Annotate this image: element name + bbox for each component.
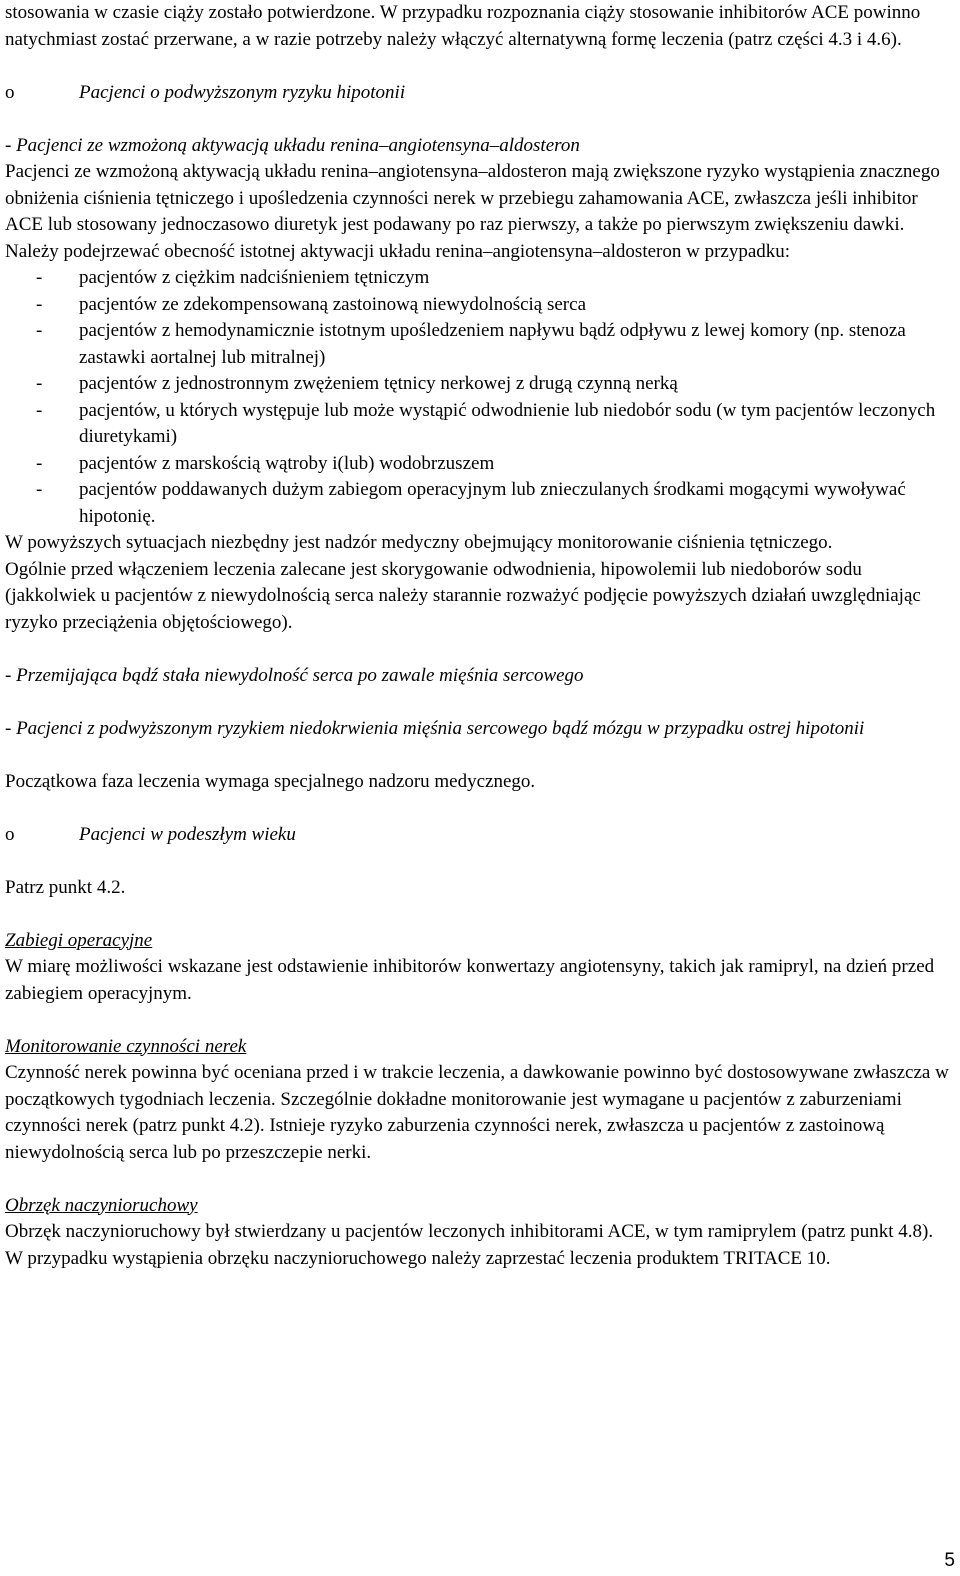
section-heading-elderly [5,822,955,849]
paragraph-initial-phase: Początkowa faza leczenia wymaga specjalnego nadzoru medycznego. [5,770,536,792]
risk-list [5,265,955,530]
list-dash: - [36,373,43,394]
list-item [5,265,955,292]
subheading-heart-failure: - Przemijająca bądź stała niewydolność serca po zawale mięśnia sercowego [5,664,584,686]
section-heading-hipotonia [5,80,955,107]
list-dash: - [36,479,43,500]
list-dash: - [36,399,43,421]
section-heading-angioedema: Obrzęk naczynioruchowy [5,1194,198,1216]
list-dash: - [36,293,43,315]
paragraph-angioedema: Obrzęk naczynioruchowy był stwierdzany u pacjentów leczonych inhibitorami ACE, w tym ramiprylem (patrz punkt 4.8). W przypadku wystąpienia obrzęku naczynioruchowego należy zaprzestać leczenia produktem TRITACE 10. [5,1221,934,1269]
list-item-text: pacjentów z hemodynamicznie istotnym upośledzeniem napływu bądź odpływu z lewej komory (np. stenoza zastawki aortalnej lub mitralnej) [79,320,906,368]
paragraph-elderly: Patrz punkt 4.2. [5,876,126,898]
list-item-text: pacjentów z jednostronnym zwężeniem tętnicy nerkowej z drugą czynną nerką [79,373,678,394]
heading-text: Pacjenci w podeszłym wieku [79,823,296,845]
list-item-text: pacjentów z ciężkim nadciśnieniem tętniczym [79,267,430,288]
subheading-ischemia: - Pacjenci z podwyższonym ryzykiem niedokrwienia mięśnia sercowego bądź mózgu w przypadku ostrej hipotonii [5,717,865,739]
list-dash: - [36,320,43,341]
paragraph-raas-suspect: Należy podejrzewać obecność istotnej aktywacji układu renina–angiotensyna–aldosteron w przypadku: [5,240,791,262]
subheading-raas: - Pacjenci ze wzmożoną aktywacją układu renina–angiotensyna–aldosteron [5,134,580,156]
list-item [5,398,955,451]
section-heading-renal: Monitorowanie czynności nerek [5,1035,247,1057]
paragraph-raas-risk: Pacjenci ze wzmożoną aktywacją układu renina–angiotensyna–aldosteron mają zwiększone ryzyko wystąpienia znacznego obniżenia ciśnienia tętniczego i upośledzenia czynności nerek w przebiegu zahamowania ACE, zwłaszcza jeśli inhibitor ACE lub stosowany jednoczasowo diuretyk jest podawany po raz pierwszy, a także po pierwszym zwiększeniu dawki. [5,161,940,235]
bullet-mark: o [5,81,15,103]
paragraph-monitoring: W powyższych sytuacjach niezbędny jest nadzór medyczny obejmujący monitorowanie ciśnienia tętniczego. [5,532,833,553]
list-item-text: pacjentów poddawanych dużym zabiegom operacyjnym lub znieczulanych środkami mogącymi wywoływać hipotonię. [79,479,906,527]
heading-text: Pacjenci o podwyższonym ryzyku hipotonii [79,81,406,103]
section-heading-surgery: Zabiegi operacyjne [5,929,153,951]
paragraph-renal: Czynność nerek powinna być oceniana przed i w trakcie leczenia, a dawkowanie powinno być dostosowywane zwłaszcza w początkowych tygodniach leczenia. Szczególnie dokładne monitorowanie jest wymagane u pacjentów z zaburzeniami czynności nerek (patrz punkt 4.2). Istnieje ryzyko zaburzenia czynności nerek, zwłaszcza u pacjentów z zastoinową niewydolnością serca lub po przeszczepie nerki. [5,1062,949,1163]
list-dash: - [36,267,43,288]
list-item [5,292,955,319]
page-number: 5 [944,1549,955,1571]
list-dash: - [36,452,43,474]
list-item-text: pacjentów, u których występuje lub może wystąpić odwodnienie lub niedobór sodu (w tym pacjentów leczonych diuretykami) [79,399,936,447]
paragraph-surgery: W miarę możliwości wskazane jest odstawienie inhibitorów konwertazy angiotensyny, takich jak ramipryl, na dzień przed zabiegiem operacyjnym. [5,956,935,1004]
paragraph-correction: Ogólnie przed włączeniem leczenia zalecane jest skorygowanie odwodnienia, hipowolemii lub niedoborów sodu (jakkolwiek u pacjentów z niewydolnością serca należy starannie rozważyć podjęcie powyższych działań uwzględniając ryzyko przeciążenia objętościowego). [5,558,921,633]
bullet-mark: o [5,823,15,845]
list-item [5,371,955,398]
list-item [5,318,955,371]
list-item-text: pacjentów z marskością wątroby i(lub) wodobrzuszem [79,452,495,474]
list-item [5,477,955,530]
intro-paragraph: stosowania w czasie ciąży zostało potwierdzone. W przypadku rozpoznania ciąży stosowanie inhibitorów ACE powinno natychmiast zostać przerwane, a w razie potrzeby należy włączyć alternatywną formę leczenia (patrz części 4.3 i 4.6). [5,2,921,50]
list-item-text: pacjentów ze zdekompensowaną zastoinową niewydolnością serca [79,293,586,315]
document-page [5,0,955,1272]
list-item [5,451,955,478]
